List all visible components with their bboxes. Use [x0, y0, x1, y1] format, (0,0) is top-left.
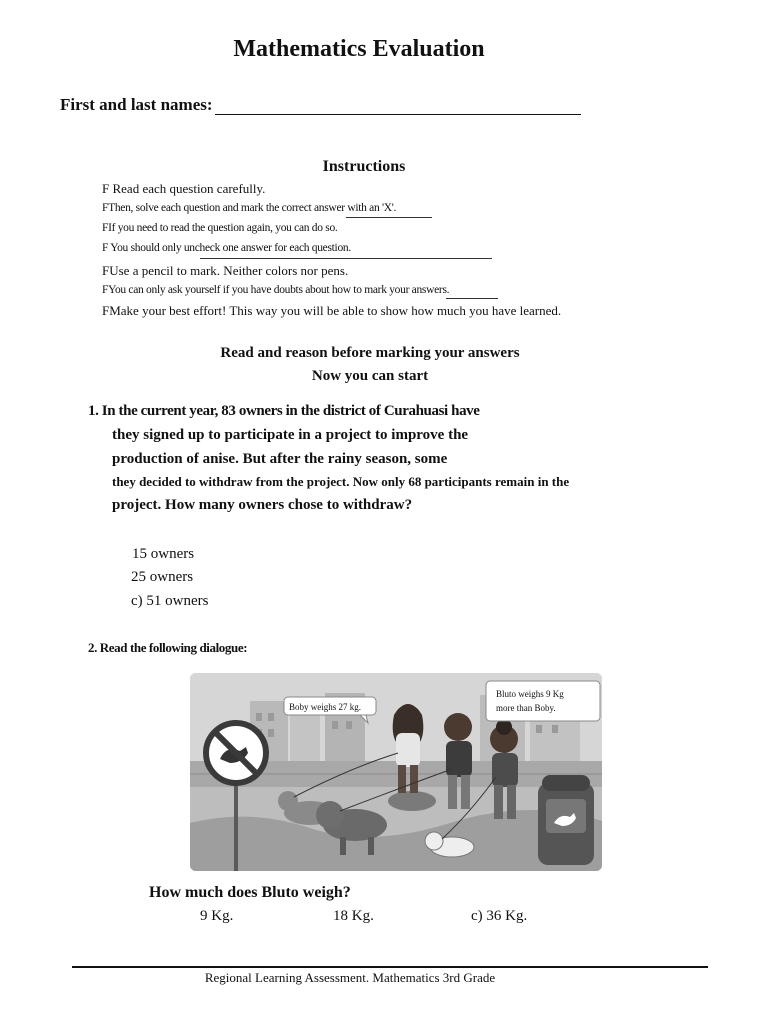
underline-mark — [346, 217, 432, 218]
instructions-heading: Instructions — [322, 158, 406, 175]
footer-text: Regional Learning Assessment. Mathematics 3rd Grade — [204, 970, 496, 985]
dialogue-illustration — [190, 673, 602, 871]
instruction-item: F You should only uncheck one answer for each question. — [102, 242, 351, 254]
footer-divider — [72, 966, 708, 968]
question-2-option-b[interactable]: 18 Kg. — [333, 908, 374, 924]
instruction-item: FUse a pencil to mark. Neither colors nor pens. — [102, 263, 349, 278]
bubble-left-text: Boby weighs 27 kg. — [289, 702, 361, 712]
names-blank-line[interactable] — [215, 98, 581, 115]
intro-line-1: Read and reason before marking your answers — [220, 345, 520, 361]
question-2-prompt: How much does Bluto weigh? — [149, 884, 351, 901]
question-1-line: production of anise. But after the rainy season, some — [112, 451, 448, 467]
question-1-line: project. How many owners chose to withdraw? — [112, 497, 413, 513]
underline-mark — [200, 258, 492, 259]
question-1-line: they signed up to participate in a project to improve the — [112, 427, 469, 443]
instruction-item: F Read each question carefully. — [102, 181, 266, 196]
names-label: First and last names: — [60, 95, 213, 114]
question-2-option-c[interactable]: c) 36 Kg. — [471, 908, 528, 924]
page-title: Mathematics Evaluation — [233, 36, 485, 62]
question-1-option-a[interactable]: 15 owners — [132, 546, 195, 562]
instruction-item: FYou can only ask yourself if you have doubts about how to mark your answers. — [102, 284, 450, 296]
question-1-line: they decided to withdraw from the project. Now only 68 participants remain in the — [112, 474, 570, 489]
instruction-item: FThen, solve each question and mark the correct answer with an 'X'. — [102, 202, 397, 214]
names-field — [60, 95, 581, 115]
bubble-right-text-2: more than Boby. — [496, 703, 556, 713]
question-1-option-c[interactable]: c) 51 owners — [131, 593, 209, 609]
question-2-heading: 2. Read the following dialogue: — [88, 640, 248, 655]
question-2-option-a[interactable]: 9 Kg. — [200, 908, 234, 924]
instruction-item: FMake your best effort! This way you will be able to show how much you have learned. — [102, 303, 562, 318]
question-1-option-b[interactable]: 25 owners — [131, 569, 194, 585]
instruction-item: FIf you need to read the question again, you can do so. — [102, 222, 338, 234]
question-1-line: 1. In the current year, 83 owners in the district of Curahuasi have — [88, 403, 480, 419]
underline-mark — [446, 298, 498, 299]
intro-line-2: Now you can start — [311, 368, 429, 384]
bubble-right-text-1: Bluto weighs 9 Kg — [496, 689, 564, 699]
